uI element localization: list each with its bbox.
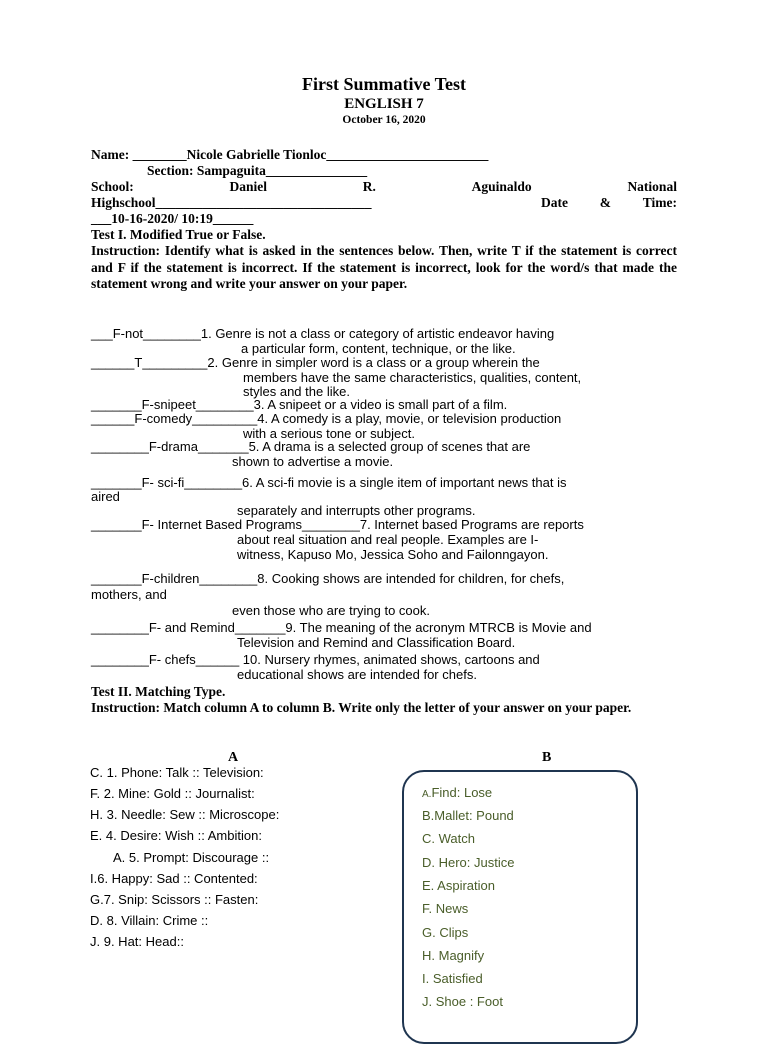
column-b-item: E. Aspiration xyxy=(422,878,495,893)
test1-item-6-wrap: aired xyxy=(91,489,120,504)
column-a-item: G.7. Snip: Scissors :: Fasten: xyxy=(90,892,259,907)
column-b-header: B xyxy=(542,750,552,765)
test-date: October 16, 2020 xyxy=(342,114,426,126)
test1-item-1-cont: a particular form, content, technique, or the like. xyxy=(241,341,516,356)
name-line: Name: ________Nicole Gabrielle Tionloc________________________ xyxy=(91,147,489,162)
test1-heading: Test I. Modified True or False. xyxy=(91,227,266,242)
test1-instruction: Instruction: Identify what is asked in the sentences below. Then, write T if the statement is correct and F if the statement is incorrect. If the statement is incorrect, look for the word/s that made the statement wrong and write your answer on your paper. xyxy=(91,243,677,292)
column-b-item: C. Watch xyxy=(422,831,475,846)
test1-item-6-cont: separately and interrupts other programs. xyxy=(237,503,476,518)
column-b-item: D. Hero: Justice xyxy=(422,855,515,870)
school-word: R. xyxy=(362,179,376,194)
test1-item-5-cont: shown to advertise a movie. xyxy=(232,454,394,469)
column-b-item: G. Clips xyxy=(422,925,469,940)
school-word: Daniel xyxy=(229,179,268,194)
column-a-item: D. 8. Villain: Crime :: xyxy=(90,913,209,928)
column-a-item: A. 5. Prompt: Discourage :: xyxy=(113,850,270,865)
test1-item-2: ______T_________2. Genre in simpler word is a class or a group wherein the xyxy=(91,355,540,370)
test1-item-10: ________F- chefs______ 10. Nursery rhymes, animated shows, cartoons and xyxy=(91,652,540,667)
time-word: Time: xyxy=(642,195,677,210)
school-line-2: Highschool________________________________ xyxy=(91,195,372,210)
column-b-item: H. Magnify xyxy=(422,948,485,963)
column-b-item: F. News xyxy=(422,901,469,916)
test2-instruction: Instruction: Match column A to column B. Write only the letter of your answer on your paper. xyxy=(91,700,632,715)
subject-title: ENGLISH 7 xyxy=(344,96,424,112)
column-a-item: E. 4. Desire: Wish :: Ambition: xyxy=(90,828,262,843)
test1-item-6: _______F- sci-fi________6. A sci-fi movie is a single item of important news that is xyxy=(91,475,567,490)
test1-item-7: _______F- Internet Based Programs________7. Internet based Programs are reports xyxy=(91,517,584,532)
column-a-item: J. 9. Hat: Head:: xyxy=(90,934,184,949)
test1-item-3: _______F-snipeet________3. A snipeet or a video is small part of a film. xyxy=(91,397,508,412)
school-line xyxy=(91,179,677,195)
test1-item-9: ________F- and Remind_______9. The meaning of the acronym MTRCB is Movie and xyxy=(91,620,592,635)
section-line: Section: Sampaguita_______________ xyxy=(147,163,368,178)
test1-item-8-wrap: mothers, and xyxy=(91,587,167,602)
test1-item-4: ______F-comedy_________4. A comedy is a play, movie, or television production xyxy=(91,411,562,426)
test1-item-1: ___F-not________1. Genre is not a class or category of artistic endeavor having xyxy=(91,326,555,341)
test2-heading: Test II. Matching Type. xyxy=(91,684,226,699)
column-b-item: I. Satisfied xyxy=(422,971,483,986)
test1-item-5: ________F-drama_______5. A drama is a selected group of scenes that are xyxy=(91,439,531,454)
date-word: Date xyxy=(541,195,568,210)
column-a-item: H. 3. Needle: Sew :: Microscope: xyxy=(90,807,280,822)
school-word: Aguinaldo xyxy=(471,179,532,194)
test1-item-2-cont: styles and the like. xyxy=(243,384,350,399)
test1-item-10-cont: educational shows are intended for chefs. xyxy=(237,667,477,682)
test1-item-7-cont: witness, Kapuso Mo, Jessica Soho and Failonngayon. xyxy=(237,547,549,562)
school-word: National xyxy=(627,179,677,194)
test1-item-8: _______F-children________8. Cooking shows are intended for children, for chefs, xyxy=(91,571,565,586)
column-b-text: Find: Lose xyxy=(431,785,493,800)
test1-item-9-cont: Television and Remind and Classification Board. xyxy=(237,635,516,650)
date-time-value: ___10-16-2020/ 10:19______ xyxy=(91,211,254,226)
column-b-item xyxy=(422,785,492,800)
column-a-item: I.6. Happy: Sad :: Contented: xyxy=(90,871,258,886)
test-title: First Summative Test xyxy=(302,74,466,94)
school-word: School: xyxy=(91,179,134,194)
amp-word: & xyxy=(599,195,611,210)
test1-item-8-cont: even those who are trying to cook. xyxy=(232,603,431,618)
column-b-item: J. Shoe : Foot xyxy=(422,994,503,1009)
date-time-label xyxy=(541,195,677,211)
column-a-header: A xyxy=(228,750,239,765)
test1-item-4-cont: with a serious tone or subject. xyxy=(243,426,415,441)
test1-item-7-cont: about real situation and real people. Examples are I- xyxy=(237,532,539,547)
column-b-item: B.Mallet: Pound xyxy=(422,808,514,823)
column-b-letter: A. xyxy=(422,789,432,800)
column-a-item: C. 1. Phone: Talk :: Television: xyxy=(90,765,264,780)
test1-item-2-cont: members have the same characteristics, qualities, content, xyxy=(243,370,582,385)
column-a-item: F. 2. Mine: Gold :: Journalist: xyxy=(90,786,255,801)
